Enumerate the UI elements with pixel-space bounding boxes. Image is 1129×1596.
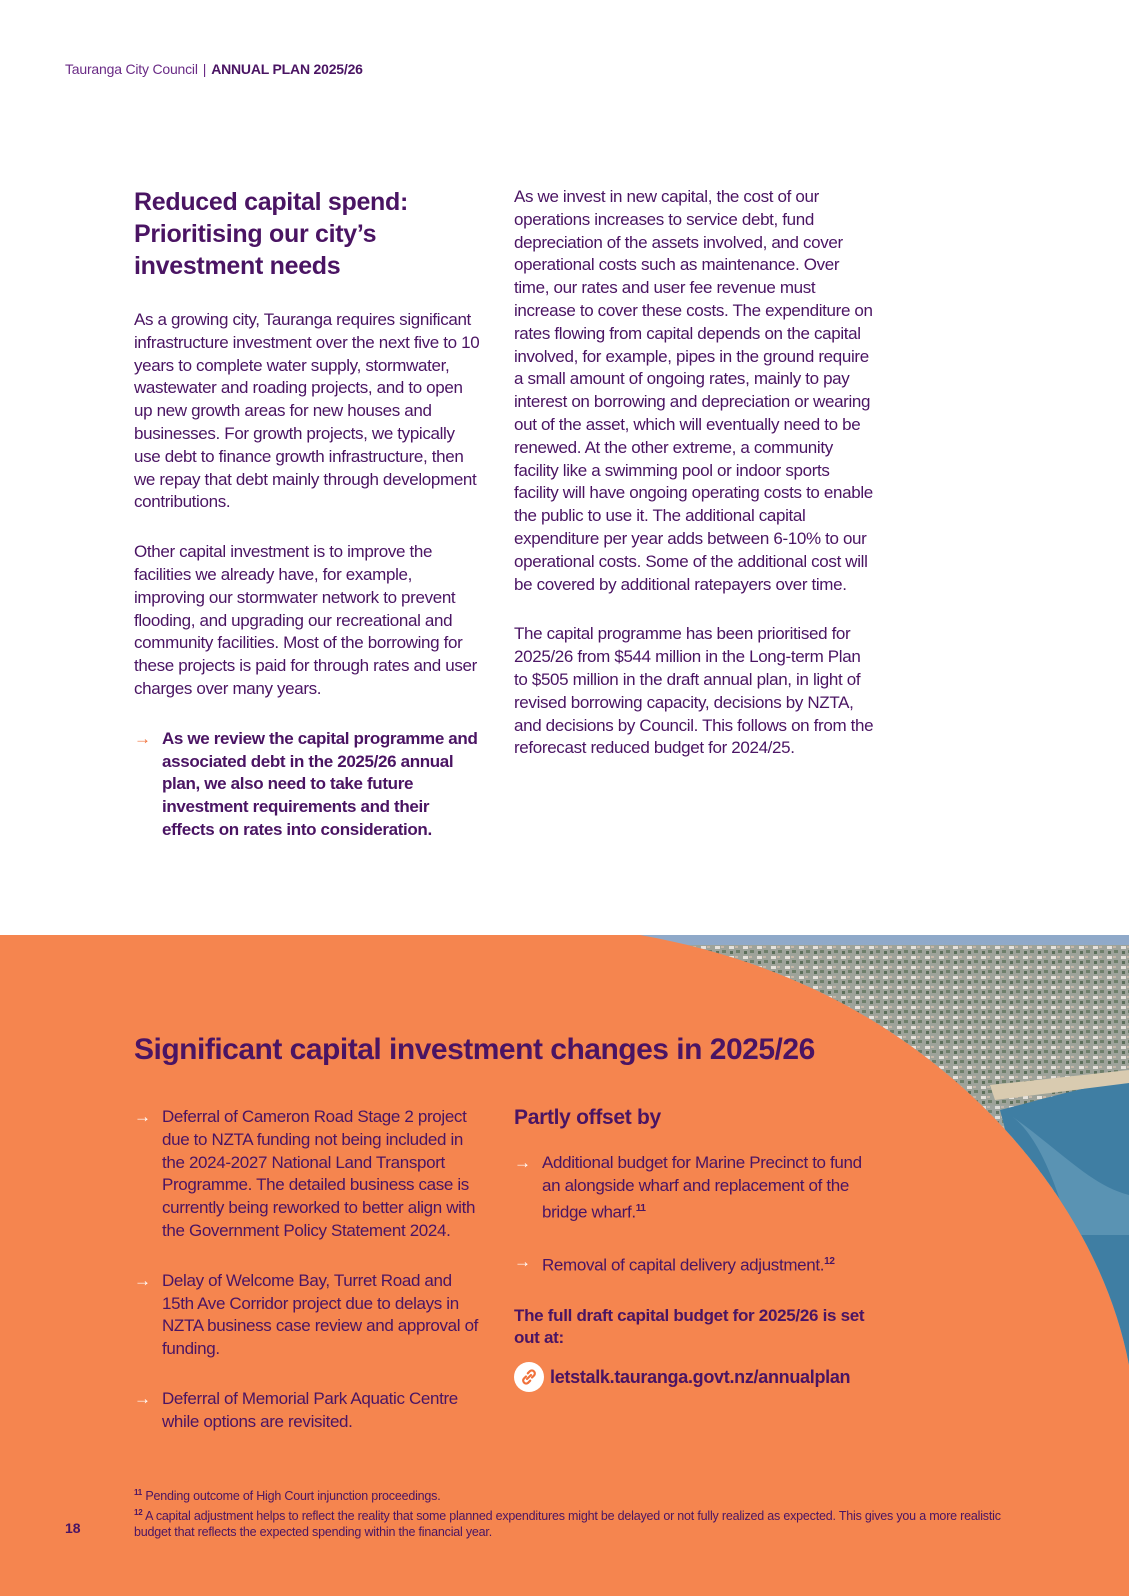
arrow-right-icon: → bbox=[514, 1153, 531, 1172]
section-title: Reduced capital spend: Prioritising our city’s investment needs bbox=[134, 188, 409, 280]
changes-section-title: Significant capital investment changes in 2025/26 bbox=[134, 1033, 815, 1066]
budget-note: The full draft capital budget for 2025/26 is set out at: bbox=[514, 1305, 865, 1348]
paragraph-operations-cost: As we invest in new capital, the cost of our operations increases to service debt, fund depreciation of the assets involved, and cover operational costs such as maintenance. Over time, our rates and user fee revenue must increase to cover these costs. The expenditure on rates flowing from capital depends on the capital involved, for example, pipes in the ground require a small amount of ongoing rates, mainly to pay interest on borrowing and depreciation or wearing out of the asset, which will eventually need to be renewed. At the other extreme, a community facility like a swimming pool or indoor sports facility will have ongoing operating costs to enable the public to use it. The additional capital expenditure per year adds between 6-10% to our operational costs. Some of the additional cost will be covered by additional ratepayers over time. bbox=[514, 187, 873, 594]
header-plan-title: ANNUAL PLAN 2025/26 bbox=[211, 61, 363, 77]
footnote-text: A capital adjustment helps to reflect the reality that some planned expenditures might be delayed or not fully realized as expected. This gives you a more realistic budget that reflects the expected spending within the financial year. bbox=[134, 1508, 1001, 1540]
annual-plan-link[interactable] bbox=[514, 1362, 884, 1392]
changes-list bbox=[134, 1106, 484, 1461]
callout-text: As we review the capital programme and associated debt in the 2025/26 annual plan, we also need to take future investment requirements and their effects on rates into consideration. bbox=[162, 728, 478, 839]
left-column bbox=[134, 186, 484, 842]
page-header bbox=[65, 61, 363, 77]
offset-text: Removal of capital delivery adjustment. bbox=[542, 1255, 825, 1275]
header-separator: | bbox=[202, 61, 207, 77]
callout-item bbox=[134, 728, 484, 842]
footnote-number: 12 bbox=[134, 1507, 143, 1517]
offset-title: Partly offset by bbox=[514, 1106, 661, 1129]
list-item bbox=[134, 1388, 484, 1434]
arrow-right-icon: → bbox=[134, 1388, 151, 1408]
paragraph-growth: As a growing city, Tauranga requires significant infrastructure investment over the next five to 10 years to complete water supply, stormwater, wastewater and roading projects, and to open up new growth areas for new houses and businesses. For growth projects, we typically use debt to finance growth infrastructure, then we repay that debt mainly through development contributions. bbox=[134, 310, 480, 512]
footnote bbox=[134, 1485, 1014, 1505]
offsets-column bbox=[514, 1106, 884, 1392]
change-text: Deferral of Cameron Road Stage 2 project due to NZTA funding not being included in the 2024-2027 National Land Transport Programme. The detailed business case is currently being reworked to better align with the Government Policy Statement 2024. bbox=[162, 1107, 476, 1240]
list-item bbox=[134, 1106, 484, 1243]
list-item bbox=[514, 1251, 884, 1277]
footnote-number: 11 bbox=[134, 1488, 143, 1497]
link-text[interactable]: letstalk.tauranga.govt.nz/annualplan bbox=[550, 1366, 851, 1387]
list-item bbox=[514, 1152, 884, 1224]
list-item bbox=[134, 1270, 484, 1361]
arrow-right-icon: → bbox=[514, 1252, 531, 1272]
change-text: Delay of Welcome Bay, Turret Road and 15th Ave Corridor project due to delays in NZTA business case review and approval of funding. bbox=[162, 1270, 479, 1359]
arrow-right-icon: → bbox=[134, 1107, 151, 1126]
arrow-right-icon: → bbox=[134, 728, 151, 748]
footnote-text: Pending outcome of High Court injunction proceedings. bbox=[145, 1489, 441, 1504]
change-text: Deferral of Memorial Park Aquatic Centre while options are revisited. bbox=[162, 1388, 458, 1431]
footnotes bbox=[134, 1485, 1014, 1541]
footnote bbox=[134, 1505, 1014, 1541]
arrow-right-icon: → bbox=[134, 1270, 151, 1290]
paragraph-capital-programme: The capital programme has been prioritised for 2025/26 from $544 million in the Long-term Plan to $505 million in the draft annual plan, in light of revised borrowing capacity, decisions by NZTA, and decisions by Council. This follows on from the reforecast reduced budget for 2024/25. bbox=[514, 624, 874, 758]
paragraph-other-investment: Other capital investment is to improve the facilities we already have, for example, improving our stormwater network to prevent flooding, and upgrading our recreational and community facilities. Most of the borrowing for these projects is paid for through rates and user charges over many years. bbox=[134, 542, 477, 698]
offset-text: Additional budget for Marine Precinct to fund an alongside wharf and replacement of the bridge wharf. bbox=[542, 1153, 862, 1222]
page-number: 18 bbox=[65, 1520, 81, 1536]
link-icon bbox=[514, 1362, 544, 1392]
right-column bbox=[514, 186, 874, 787]
footnote-ref: 12 bbox=[824, 1256, 835, 1268]
header-org: Tauranga City Council bbox=[65, 61, 198, 77]
footnote-ref: 11 bbox=[635, 1202, 646, 1214]
